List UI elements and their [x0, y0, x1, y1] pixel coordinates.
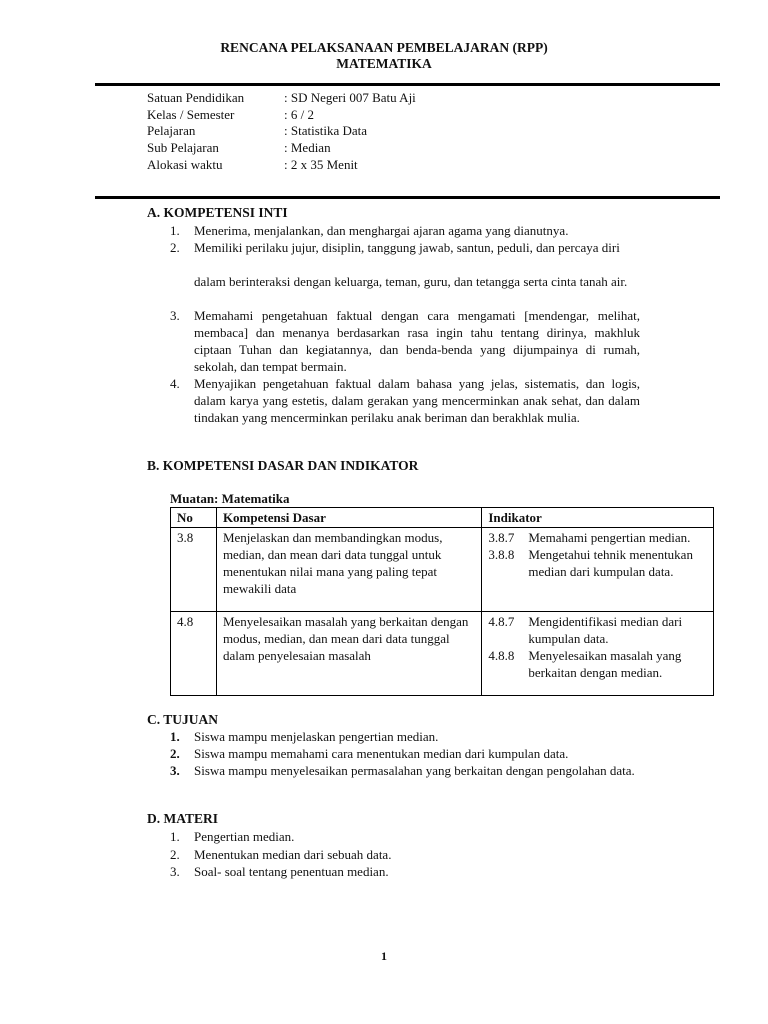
identity-value: : 6 / 2 [284, 107, 314, 122]
identity-divider [95, 196, 720, 199]
identity-label: Kelas / Semester [147, 107, 235, 122]
section-heading-kompetensi-dasar: B. KOMPETENSI DASAR DAN INDIKATOR [147, 458, 419, 473]
table-cell-kd: Menyelesaikan masalah yang berkaitan dengan modus, median, dan mean dari data tunggal dalam penyelesaian masalah [216, 612, 481, 696]
list-item: 4. Menyajikan pengetahuan faktual dalam bahasa yang jelas, sistematis, dan logis, dalam karya yang estetis, dalam gerakan yang mencerminkan anak sehat, dan dalam tindakan yang mencerminkan perilaku anak beriman dan berakhlak mulia. [170, 376, 640, 425]
list-item: 2. Siswa mampu memahami cara menentukan median dari kumpulan data. [170, 746, 569, 761]
document-subtitle: MATEMATIKA [336, 56, 432, 71]
list-item: 3. Siswa mampu menyelesaikan permasalahan yang berkaitan dengan pengolahan data. [170, 763, 635, 778]
identity-value: : Statistika Data [284, 123, 368, 138]
identity-value: : 2 x 35 Menit [284, 157, 358, 172]
list-item: 1. Menerima, menjalankan, dan menghargai ajaran agama yang dianutnya. [170, 223, 569, 238]
list-item: 3. Memahami pengetahuan faktual dengan cara mengamati [mendengar, melihat, membaca] dan menanya berdasarkan rasa ingin tahu tentang dirinya, makhluk ciptaan Tuhan dan kegiatannya, dan benda-benda yang dijumpainya di rumah, sekolah, dan tempat bermain. [170, 308, 640, 374]
table-row [171, 612, 714, 696]
list-item: 1. Siswa mampu menjelaskan pengertian median. [170, 729, 439, 744]
section-heading-tujuan: C. TUJUAN [147, 712, 219, 727]
table-cell-no: 4.8 [171, 612, 217, 696]
section-heading-materi: D. MATERI [147, 811, 219, 826]
indikator-item: 4.8.8 Menyelesaikan masalah yang berkaitan dengan median. [488, 648, 682, 680]
indikator-item: 4.8.7 Mengidentifikasi median dari kumpulan data. [488, 614, 683, 646]
list-item: 1. Pengertian median. [170, 829, 295, 844]
column-header: No [171, 508, 217, 528]
table-cell-indikator [482, 612, 714, 696]
list-item: 3. Soal- soal tentang penentuan median. [170, 864, 389, 879]
column-header: Indikator [482, 508, 714, 528]
muatan-label: Muatan: Matematika [170, 491, 290, 506]
table-header-row [171, 508, 714, 528]
identity-label: Alokasi waktu [147, 157, 223, 172]
header-divider [95, 83, 720, 86]
identity-value: : Median [284, 140, 331, 155]
table-cell-kd: Menjelaskan dan membandingkan modus, median, dan mean dari data tunggal untuk menentukan nilai mana yang paling tepat mewakili data [216, 528, 481, 612]
identity-label: Pelajaran [147, 123, 196, 138]
table-row [171, 528, 714, 612]
identity-value: : SD Negeri 007 Batu Aji [284, 90, 416, 105]
identity-label: Sub Pelajaran [147, 140, 219, 155]
kompetensi-table [170, 507, 714, 696]
table-cell-indikator [482, 528, 714, 612]
section-heading-kompetensi-inti: A. KOMPETENSI INTI [147, 205, 288, 220]
column-header: Kompetensi Dasar [216, 508, 481, 528]
list-item: 2. Menentukan median dari sebuah data. [170, 847, 392, 862]
table-cell-no: 3.8 [171, 528, 217, 612]
indikator-item: 3.8.7 Memahami pengertian median. [488, 530, 691, 545]
page-number: 1 [381, 949, 387, 963]
indikator-item: 3.8.8 Mengetahui tehnik menentukan median dari kumpulan data. [488, 547, 693, 579]
identity-label: Satuan Pendidikan [147, 90, 245, 105]
document-title: RENCANA PELAKSANAAN PEMBELAJARAN (RPP) [220, 40, 548, 55]
list-item: dalam berinteraksi dengan keluarga, teman, guru, dan tetangga serta cinta tanah air. [194, 274, 628, 289]
list-item: 2. Memiliki perilaku jujur, disiplin, tanggung jawab, santun, peduli, dan percaya diri [170, 240, 620, 255]
